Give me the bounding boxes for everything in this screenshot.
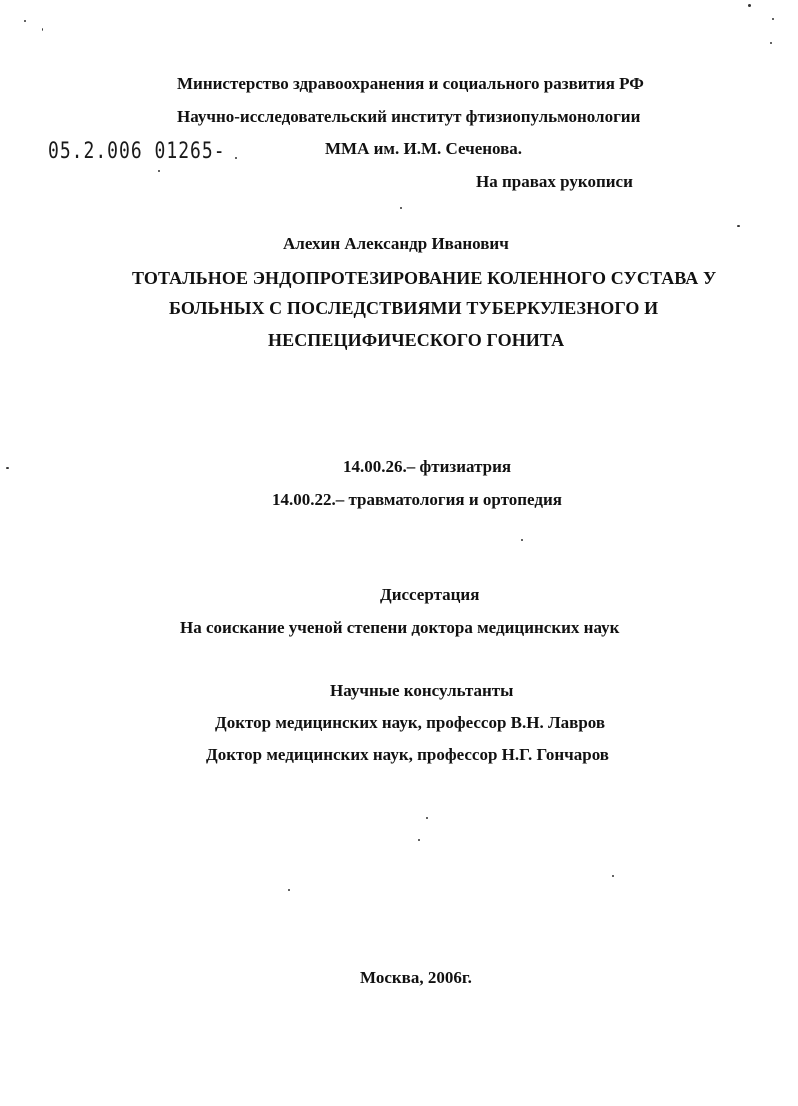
scan-speck xyxy=(748,4,751,7)
scan-speck xyxy=(400,207,402,209)
consultant-2: Доктор медицинских наук, профессор Н.Г. Гончаров xyxy=(206,745,609,764)
consultants-heading: Научные консультанты xyxy=(330,681,514,700)
scan-speck xyxy=(772,18,774,20)
scan-speck xyxy=(288,889,290,891)
specialty-code-2: 14.00.22.– травматология и ортопедия xyxy=(272,490,562,509)
archive-stamp: 05.2.006 01265- xyxy=(48,138,226,165)
scan-speck xyxy=(158,170,160,172)
scan-speck xyxy=(6,467,9,469)
author-name: Алехин Александр Иванович xyxy=(283,234,509,253)
scan-speck xyxy=(235,157,237,159)
scan-speck xyxy=(42,28,43,31)
institute-line: Научно-исследовательский институт фтизиопульмонологии xyxy=(177,107,641,126)
ministry-line: Министерство здравоохранения и социального развития РФ xyxy=(177,74,644,93)
scan-speck xyxy=(24,20,26,22)
scan-speck xyxy=(737,225,740,227)
place-and-year: Москва, 2006г. xyxy=(360,968,472,987)
academy-line: ММА им. И.М. Сеченова. xyxy=(325,139,523,158)
degree-line: На соискание ученой степени доктора медицинских наук xyxy=(180,618,620,637)
scan-speck xyxy=(426,817,428,819)
scan-speck xyxy=(418,839,420,841)
scan-speck xyxy=(612,875,614,877)
thesis-title-line-3: НЕСПЕЦИФИЧЕСКОГО ГОНИТА xyxy=(268,330,565,350)
manuscript-note: На правах рукописи xyxy=(476,172,633,191)
thesis-title-line-1: ТОТАЛЬНОЕ ЭНДОПРОТЕЗИРОВАНИЕ КОЛЕННОГО СУСТАВА У xyxy=(132,268,717,288)
specialty-code-1: 14.00.26.– фтизиатрия xyxy=(343,457,512,476)
thesis-title-line-2: БОЛЬНЫХ С ПОСЛЕДСТВИЯМИ ТУБЕРКУЛЕЗНОГО И xyxy=(169,298,659,318)
dissertation-label: Диссертация xyxy=(380,585,480,604)
scan-speck xyxy=(521,539,523,541)
scan-speck xyxy=(770,42,772,44)
consultant-1: Доктор медицинских наук, профессор В.Н. Лавров xyxy=(215,713,606,732)
